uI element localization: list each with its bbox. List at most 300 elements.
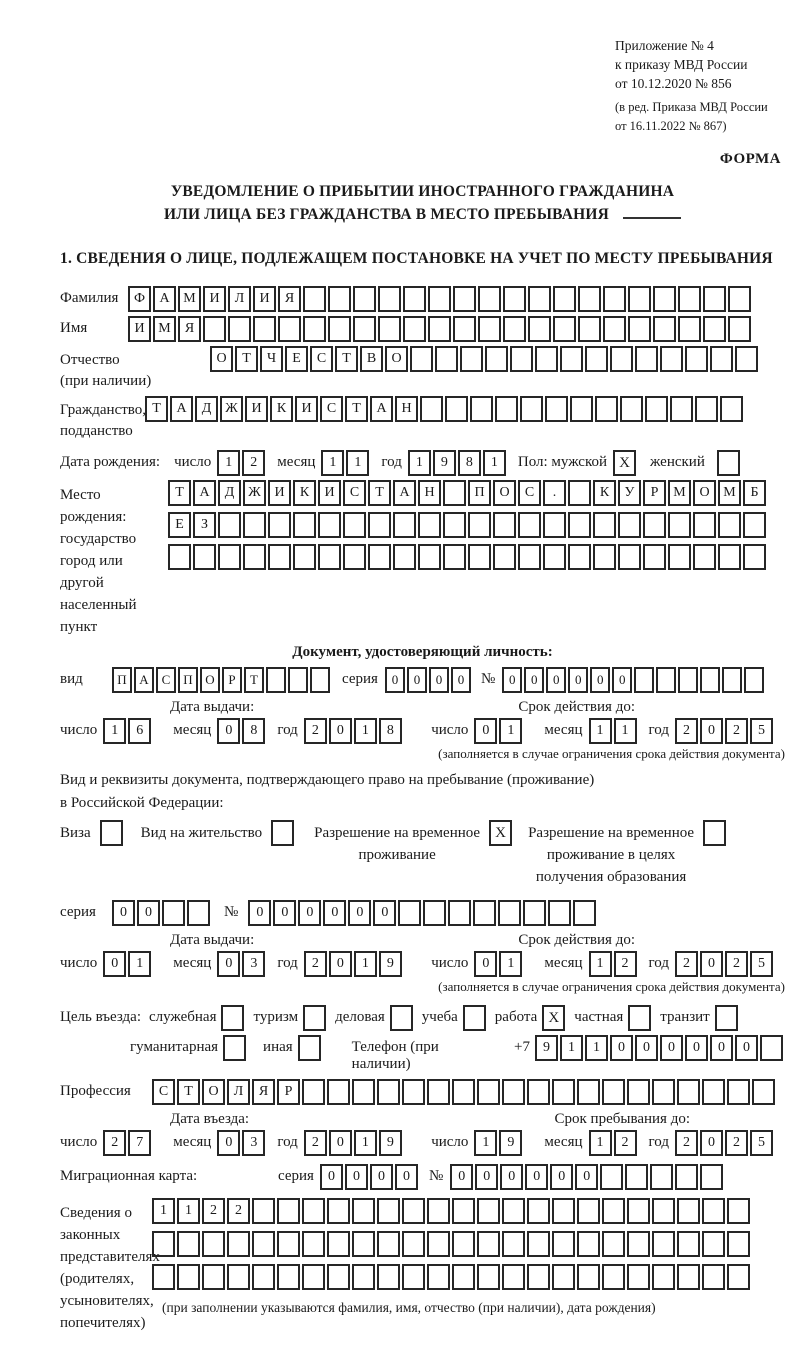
- form-cell: 0: [660, 1035, 683, 1061]
- form-cell: [520, 396, 543, 422]
- form-cell: 0: [685, 1035, 708, 1061]
- form-cell: 0: [475, 1164, 498, 1190]
- temp-residence-label: Разрешение на временное проживание: [314, 825, 481, 863]
- form-cell: [702, 1198, 725, 1224]
- form-cell: [302, 1198, 325, 1224]
- form-cell: 7: [128, 1130, 151, 1156]
- form-cell: [700, 667, 720, 693]
- form-cell: Е: [285, 346, 308, 372]
- purpose-business-trip-label: служебная: [148, 1009, 217, 1026]
- form-cell: [523, 900, 546, 926]
- migration-card-label: Миграционная карта:: [60, 1168, 198, 1185]
- form-cell: [678, 667, 698, 693]
- form-cell: 1: [354, 1130, 377, 1156]
- stay-until-heading: Срок пребывания до:: [554, 1111, 690, 1128]
- residence-doc-date-headings: [60, 930, 785, 951]
- birth-year-cells: [408, 450, 508, 476]
- form-cell: [653, 316, 676, 342]
- edition-block: [615, 98, 785, 134]
- form-cell: [577, 1231, 600, 1257]
- valid-until-heading: Срок действия до:: [518, 932, 635, 949]
- temp-residence-education-checkbox: [703, 820, 726, 846]
- stay-until-year-cells: [675, 1130, 775, 1156]
- form-cell: 0: [217, 1130, 240, 1156]
- edition-line-1: (в ред. Приказа МВД России: [615, 100, 768, 115]
- form-cell: 9: [535, 1035, 558, 1061]
- form-cell: [353, 286, 376, 312]
- form-cell: [453, 286, 476, 312]
- form-cell: [193, 544, 216, 570]
- iddoc-valid-month-cells: [589, 718, 639, 744]
- representatives-rows: [152, 1198, 752, 1316]
- migration-card-number-cells: [450, 1164, 725, 1190]
- form-cell: Я: [252, 1079, 275, 1105]
- form-cell: [518, 544, 541, 570]
- purpose-business-checkbox: [390, 1005, 413, 1031]
- month-label: месяц: [544, 722, 583, 739]
- year-label: год: [648, 722, 669, 739]
- firstname-row: [60, 316, 785, 342]
- form-cell: [600, 1164, 623, 1190]
- form-cell: [643, 512, 666, 538]
- form-cell: С: [152, 1079, 175, 1105]
- form-cell: К: [593, 480, 616, 506]
- form-cell: [502, 1079, 525, 1105]
- form-cell: [650, 1164, 673, 1190]
- sex-female-checkbox: [717, 450, 740, 476]
- form-cell: [727, 1079, 750, 1105]
- form-cell: 2: [242, 450, 265, 476]
- month-label: месяц: [173, 1134, 212, 1151]
- form-cell: О: [200, 667, 220, 693]
- form-cell: [577, 1264, 600, 1290]
- form-cell: 1: [499, 718, 522, 744]
- form-cell: [268, 512, 291, 538]
- form-cell: И: [128, 316, 151, 342]
- form-cell: 0: [395, 1164, 418, 1190]
- entry-date-heading: Дата въезда:: [170, 1111, 250, 1128]
- form-cell: [602, 1264, 625, 1290]
- form-cell: [545, 396, 568, 422]
- form-cell: [428, 286, 451, 312]
- resdoc-valid-year-cells: [675, 951, 775, 977]
- form-cell: [643, 544, 666, 570]
- residence-permit-option: [141, 820, 294, 846]
- identity-doc-date-headings: [60, 697, 785, 718]
- form-cell: 1: [354, 718, 377, 744]
- form-cell: [628, 316, 651, 342]
- residence-permit-checkbox: [271, 820, 294, 846]
- form-cell: [656, 667, 676, 693]
- form-cell: [677, 1231, 700, 1257]
- form-cell: 5: [750, 718, 773, 744]
- form-cell: 0: [525, 1164, 548, 1190]
- number-label: №: [428, 1168, 444, 1185]
- identity-doc-valid-date: [431, 718, 775, 744]
- form-cell: 5: [750, 1130, 773, 1156]
- form-cell: 0: [370, 1164, 393, 1190]
- patronymic-cells: [210, 346, 760, 372]
- forma-label: ФОРМА: [719, 150, 781, 167]
- form-cell: [327, 1079, 350, 1105]
- form-cell: [277, 1198, 300, 1224]
- birthplace-cells-row3: [168, 544, 768, 570]
- migration-card-row: [60, 1164, 785, 1190]
- form-cell: [452, 1264, 475, 1290]
- form-cell: [202, 1231, 225, 1257]
- form-cell: [420, 396, 443, 422]
- form-cell: [443, 480, 466, 506]
- form-cell: [393, 512, 416, 538]
- form-cell: [378, 316, 401, 342]
- temp-residence-checkbox: X: [489, 820, 512, 846]
- residence-permit-label: Вид на жительство: [140, 825, 263, 842]
- form-cell: 9: [499, 1130, 522, 1156]
- year-label: год: [277, 722, 298, 739]
- surname-cells: [128, 286, 753, 312]
- form-cell: 1: [152, 1198, 175, 1224]
- form-cell: [528, 316, 551, 342]
- form-cell: 0: [735, 1035, 758, 1061]
- form-cell: [718, 512, 741, 538]
- form-cell: С: [310, 346, 333, 372]
- form-cell: 0: [502, 667, 522, 693]
- form-cell: 3: [242, 951, 265, 977]
- validity-note: (заполняется в случае ограничения срока действия документа): [438, 979, 785, 995]
- form-cell: [728, 316, 751, 342]
- form-cell: 1: [217, 450, 240, 476]
- form-cell: [625, 1164, 648, 1190]
- section1-heading: 1. СВЕДЕНИЯ О ЛИЦЕ, ПОДЛЕЖАЩЕМ ПОСТАНОВКЕ НА УЧЕТ ПО МЕСТУ ПРЕБЫВАНИЯ: [60, 250, 773, 268]
- form-cell: [652, 1079, 675, 1105]
- appendix-line-1: Приложение № 4: [615, 38, 714, 53]
- year-label: год: [648, 955, 669, 972]
- form-cell: [618, 544, 641, 570]
- residence-doc-series-cells: [112, 900, 212, 926]
- form-cell: [177, 1264, 200, 1290]
- form-cell: Т: [244, 667, 264, 693]
- identity-doc-dates: [60, 718, 785, 744]
- birthplace-label-line2: государство: [60, 531, 137, 548]
- form-cell: [670, 396, 693, 422]
- form-cell: 1: [614, 718, 637, 744]
- representatives-label: Сведения о законных представителях (родителях, усыновителях, попечителях): [60, 1205, 160, 1332]
- form-cell: [402, 1198, 425, 1224]
- form-cell: [645, 396, 668, 422]
- form-cell: [243, 544, 266, 570]
- form-cell: [568, 480, 591, 506]
- form-cell: 2: [725, 951, 748, 977]
- form-cell: 0: [407, 667, 427, 693]
- form-cell: 0: [323, 900, 346, 926]
- form-cell: [218, 512, 241, 538]
- form-cell: 0: [429, 667, 449, 693]
- form-cell: [527, 1231, 550, 1257]
- form-cell: [627, 1198, 650, 1224]
- form-cell: С: [156, 667, 176, 693]
- form-cell: [653, 286, 676, 312]
- form-cell: 0: [474, 718, 497, 744]
- purpose-private-label: частная: [574, 1009, 624, 1026]
- representatives-cells-row3: [152, 1264, 752, 1290]
- form-cell: 0: [610, 1035, 633, 1061]
- form-cell: 2: [614, 951, 637, 977]
- form-cell: З: [193, 512, 216, 538]
- form-cell: 8: [458, 450, 481, 476]
- form-cell: 2: [202, 1198, 225, 1224]
- form-cell: Т: [145, 396, 168, 422]
- patronymic-label-line1: Отчество: [60, 352, 120, 369]
- form-cell: [727, 1198, 750, 1224]
- form-cell: [677, 1079, 700, 1105]
- form-cell: Я: [278, 286, 301, 312]
- form-cell: О: [385, 346, 408, 372]
- form-cell: 3: [242, 1130, 265, 1156]
- form-cell: [477, 1264, 500, 1290]
- form-cell: [302, 1231, 325, 1257]
- form-cell: [543, 544, 566, 570]
- doc-number-cells: [502, 667, 766, 693]
- form-cell: 0: [635, 1035, 658, 1061]
- year-label: год: [277, 955, 298, 972]
- form-cell: [402, 1231, 425, 1257]
- form-cell: 1: [103, 718, 126, 744]
- form-cell: У: [618, 480, 641, 506]
- series-label: серия: [278, 1168, 314, 1185]
- form-cell: 2: [725, 1130, 748, 1156]
- form-cell: [727, 1264, 750, 1290]
- form-cell: [478, 286, 501, 312]
- form-cell: 1: [474, 1130, 497, 1156]
- identity-doc-issue-date: [60, 718, 404, 744]
- form-cell: [602, 1079, 625, 1105]
- temp-residence-option: [314, 820, 512, 867]
- form-cell: [293, 512, 316, 538]
- form-cell: 2: [725, 718, 748, 744]
- form-cell: 0: [590, 667, 610, 693]
- citizenship-label-line1: Гражданство,: [60, 402, 147, 419]
- form-cell: И: [295, 396, 318, 422]
- form-cell: [702, 1231, 725, 1257]
- form-cell: 0: [329, 718, 352, 744]
- form-cell: К: [293, 480, 316, 506]
- month-label: месяц: [173, 722, 212, 739]
- issue-date-heading: Дата выдачи:: [170, 932, 255, 949]
- form-cell: [703, 316, 726, 342]
- form-cell: [453, 316, 476, 342]
- form-cell: 1: [177, 1198, 200, 1224]
- birth-month-cells: [321, 450, 371, 476]
- purpose-transit-label: транзит: [660, 1009, 710, 1026]
- form-cell: [327, 1198, 350, 1224]
- form-cell: [152, 1231, 175, 1257]
- form-cell: [393, 544, 416, 570]
- form-cell: С: [518, 480, 541, 506]
- form-cell: [553, 316, 576, 342]
- form-cell: 0: [345, 1164, 368, 1190]
- birth-day-cells: [217, 450, 267, 476]
- birthdate-row: [60, 450, 785, 476]
- form-cell: [710, 346, 733, 372]
- validity-note: (заполняется в случае ограничения срока действия документа): [438, 746, 785, 762]
- form-cell: [377, 1231, 400, 1257]
- citizenship-label: [60, 396, 145, 442]
- purpose-other-label: иная: [263, 1039, 293, 1056]
- form-cell: [460, 346, 483, 372]
- form-cell: [227, 1231, 250, 1257]
- birthplace-block: [60, 480, 785, 638]
- month-label: месяц: [277, 454, 316, 471]
- resdoc-valid-day-cells: [474, 951, 524, 977]
- form-cell: 9: [379, 1130, 402, 1156]
- form-cell: [602, 1231, 625, 1257]
- form-cell: 0: [217, 951, 240, 977]
- form-cell: [493, 544, 516, 570]
- surname-label: Фамилия: [60, 290, 119, 307]
- citizenship-cells: [145, 396, 745, 422]
- identity-doc-heading: Документ, удостоверяющий личность:: [292, 644, 553, 661]
- doc-number-label: №: [480, 671, 496, 688]
- form-cell: [302, 1079, 325, 1105]
- day-label: число: [431, 1134, 469, 1151]
- form-cell: 0: [248, 900, 271, 926]
- patronymic-label: [60, 346, 210, 392]
- number-label: №: [224, 904, 239, 921]
- form-cell: 1: [589, 1130, 612, 1156]
- residence-doc-issue-date: [60, 951, 404, 977]
- form-cell: 0: [710, 1035, 733, 1061]
- form-cell: О: [202, 1079, 225, 1105]
- birthplace-label-line3: город или другой: [60, 553, 123, 592]
- form-cell: Я: [178, 316, 201, 342]
- form-cell: [377, 1079, 400, 1105]
- form-cell: [468, 544, 491, 570]
- firstname-label: Имя: [60, 320, 88, 337]
- form-cell: 2: [614, 1130, 637, 1156]
- form-cell: И: [203, 286, 226, 312]
- form-cell: 2: [304, 718, 327, 744]
- form-cell: [443, 544, 466, 570]
- form-cell: Т: [368, 480, 391, 506]
- form-cell: 0: [137, 900, 160, 926]
- form-cell: Б: [743, 480, 766, 506]
- form-cell: Ж: [243, 480, 266, 506]
- iddoc-issue-year-cells: [304, 718, 404, 744]
- birthplace-label-line4: населенный пункт: [60, 597, 137, 636]
- form-cell: 0: [700, 718, 723, 744]
- form-cell: 0: [500, 1164, 523, 1190]
- entry-month-cells: [217, 1130, 267, 1156]
- birthplace-cells-row1: [168, 480, 768, 506]
- form-cell: [152, 1264, 175, 1290]
- migration-card-series-cells: [320, 1164, 420, 1190]
- form-cell: [427, 1264, 450, 1290]
- form-cell: 2: [227, 1198, 250, 1224]
- form-cell: [485, 346, 508, 372]
- form-cell: 2: [675, 951, 698, 977]
- form-cell: [402, 1264, 425, 1290]
- form-cell: 0: [451, 667, 471, 693]
- form-cell: Ж: [220, 396, 243, 422]
- form-cell: [727, 1231, 750, 1257]
- form-cell: [252, 1198, 275, 1224]
- form-cell: [602, 1198, 625, 1224]
- form-cell: О: [210, 346, 233, 372]
- temp-residence-education-option: [528, 820, 726, 888]
- form-cell: [593, 512, 616, 538]
- phone-prefix: +7: [514, 1039, 530, 1056]
- form-cell: [368, 512, 391, 538]
- citizenship-row: [60, 396, 785, 442]
- form-cell: Р: [222, 667, 242, 693]
- form-cell: 0: [568, 667, 588, 693]
- form-cell: [418, 512, 441, 538]
- form-cell: [427, 1079, 450, 1105]
- form-cell: [610, 346, 633, 372]
- form-cell: [427, 1231, 450, 1257]
- visa-option: [60, 820, 123, 846]
- form-cell: П: [112, 667, 132, 693]
- form-cell: Т: [345, 396, 368, 422]
- form-cell: П: [178, 667, 198, 693]
- form-cell: 6: [128, 718, 151, 744]
- form-cell: [627, 1264, 650, 1290]
- purpose-label: Цель въезда:: [60, 1009, 141, 1026]
- form-cell: [652, 1231, 675, 1257]
- form-cell: [452, 1231, 475, 1257]
- edition-line-2: от 16.11.2022 № 867): [615, 118, 727, 133]
- day-label: число: [174, 454, 212, 471]
- form-cell: [577, 1079, 600, 1105]
- birthplace-cells-row2: [168, 512, 768, 538]
- day-label: число: [60, 955, 98, 972]
- form-cell: [218, 544, 241, 570]
- form-cell: [728, 286, 751, 312]
- purpose-work-label: работа: [494, 1009, 538, 1026]
- form-cell: [278, 316, 301, 342]
- citizenship-label-line2: подданство: [60, 423, 133, 440]
- month-label: месяц: [173, 955, 212, 972]
- form-cell: [552, 1264, 575, 1290]
- form-cell: [585, 346, 608, 372]
- form-cell: [343, 512, 366, 538]
- form-cell: Т: [335, 346, 358, 372]
- sex-male-checkbox: X: [613, 450, 636, 476]
- representatives-note: (при заполнении указываются фамилия, имя, отчество (при наличии), дата рождения): [162, 1300, 656, 1316]
- form-cell: [302, 1264, 325, 1290]
- form-cell: М: [718, 480, 741, 506]
- form-cell: 0: [550, 1164, 573, 1190]
- form-cell: [573, 900, 596, 926]
- form-cell: [252, 1264, 275, 1290]
- appendix-line-3: от 10.12.2020 № 856: [615, 76, 732, 92]
- form-cell: [503, 316, 526, 342]
- form-cell: [452, 1198, 475, 1224]
- residence-doc-series-row: [60, 900, 785, 926]
- form-cell: 0: [546, 667, 566, 693]
- residence-doc-number-cells: [248, 900, 598, 926]
- form-cell: 1: [408, 450, 431, 476]
- form-cell: [677, 1264, 700, 1290]
- entry-day-cells: [103, 1130, 153, 1156]
- form-cell: Р: [277, 1079, 300, 1105]
- form-cell: [502, 1231, 525, 1257]
- sex-label: Пол: мужской: [517, 454, 608, 471]
- day-label: число: [60, 722, 98, 739]
- form-cell: Н: [395, 396, 418, 422]
- form-cell: О: [693, 480, 716, 506]
- form-cell: [187, 900, 210, 926]
